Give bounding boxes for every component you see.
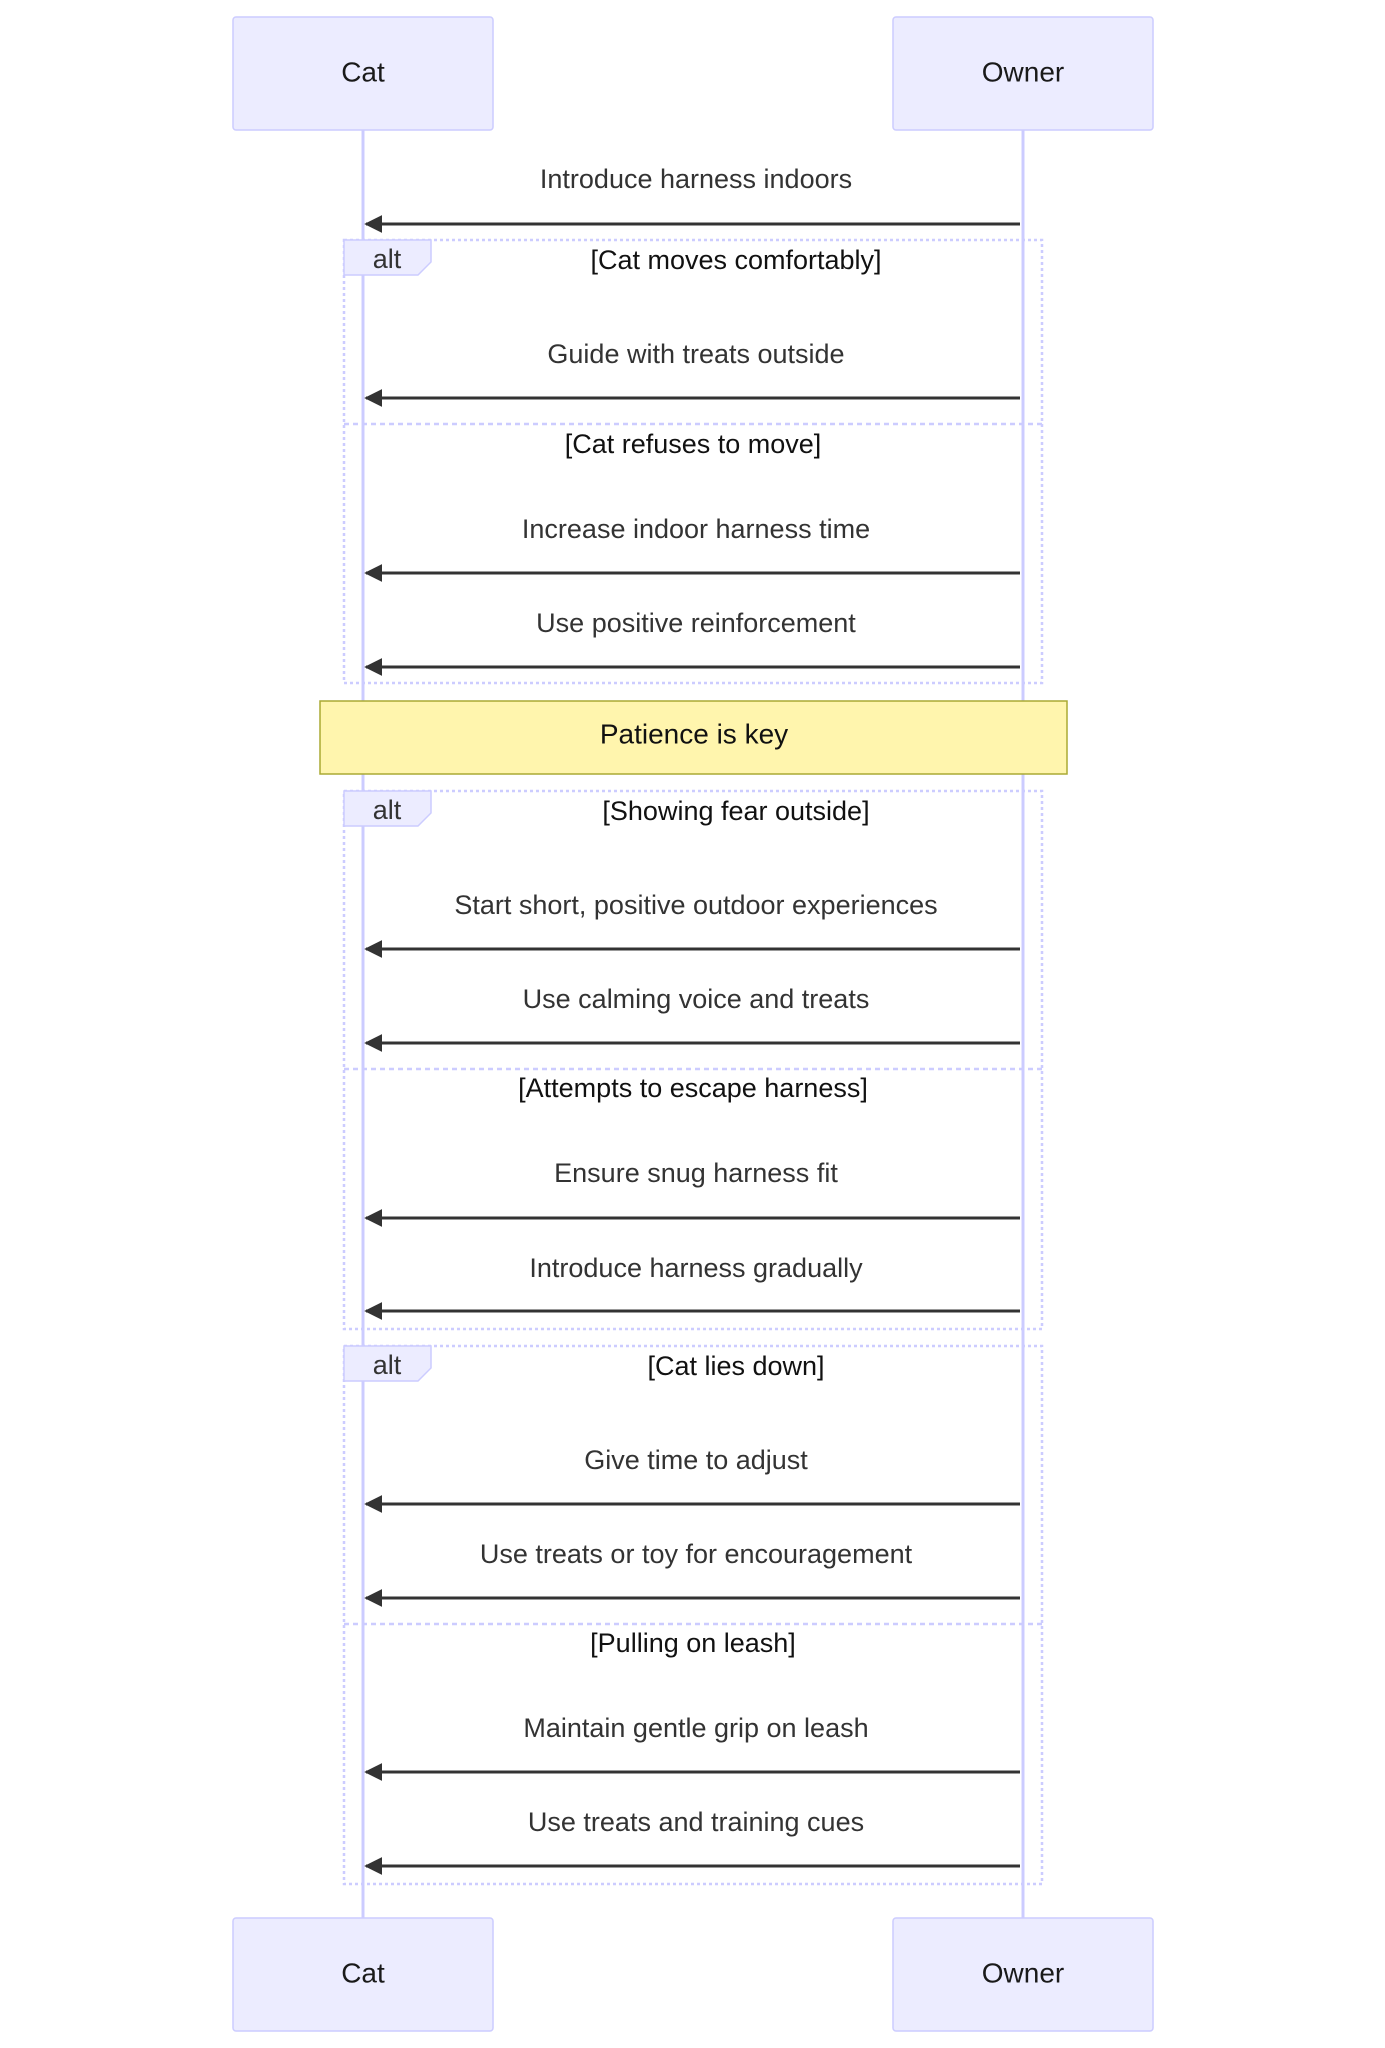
message-label: Introduce harness gradually (529, 1253, 863, 1284)
message-label: Use positive reinforcement (536, 608, 856, 639)
message-label: Start short, positive outdoor experiences (454, 890, 938, 921)
alt-condition: [Cat lies down] (647, 1351, 825, 1382)
message-label: Guide with treats outside (547, 339, 845, 370)
alt-block-1 (344, 240, 1042, 683)
message-label: Use treats and training cues (527, 1807, 865, 1838)
actor-cat-bottom-label: Cat (341, 1957, 385, 1989)
message-label: Increase indoor harness time (521, 514, 871, 545)
message-intro (366, 164, 1020, 224)
actor-cat-top[interactable] (233, 17, 493, 130)
alt-condition: [Cat moves comfortably] (590, 245, 882, 276)
alt-else-condition: [Attempts to escape harness] (518, 1073, 868, 1104)
actor-owner-bottom-label: Owner (981, 1957, 1065, 1989)
actor-cat-top-label: Cat (341, 56, 385, 88)
alt-tab-label: alt (372, 1350, 402, 1381)
alt-frame (344, 1346, 1042, 1884)
actor-owner-top[interactable] (893, 17, 1153, 130)
alt-else-condition: [Cat refuses to move] (564, 429, 822, 460)
message-label: Ensure snug harness fit (554, 1158, 838, 1189)
alt-block-3 (344, 1346, 1042, 1884)
message-label: Give time to adjust (584, 1445, 808, 1476)
alt-tab-label: alt (372, 244, 402, 275)
message-label: Maintain gentle grip on leash (523, 1713, 869, 1744)
message-label: Use treats or toy for encouragement (479, 1539, 913, 1570)
actor-owner-top-label: Owner (981, 56, 1065, 88)
alt-frame (344, 791, 1042, 1329)
alt-else-condition: [Pulling on leash] (590, 1628, 796, 1659)
actor-cat-bottom[interactable] (233, 1918, 493, 2031)
message-label: Use calming voice and treats (522, 984, 870, 1015)
alt-block-2 (344, 791, 1042, 1329)
actor-owner-bottom[interactable] (893, 1918, 1153, 2031)
note-text: Patience is key (599, 718, 789, 750)
message-label: Introduce harness indoors (539, 164, 853, 195)
alt-tab-label: alt (372, 795, 402, 826)
note (320, 701, 1067, 774)
alt-condition: [Showing fear outside] (602, 796, 870, 827)
